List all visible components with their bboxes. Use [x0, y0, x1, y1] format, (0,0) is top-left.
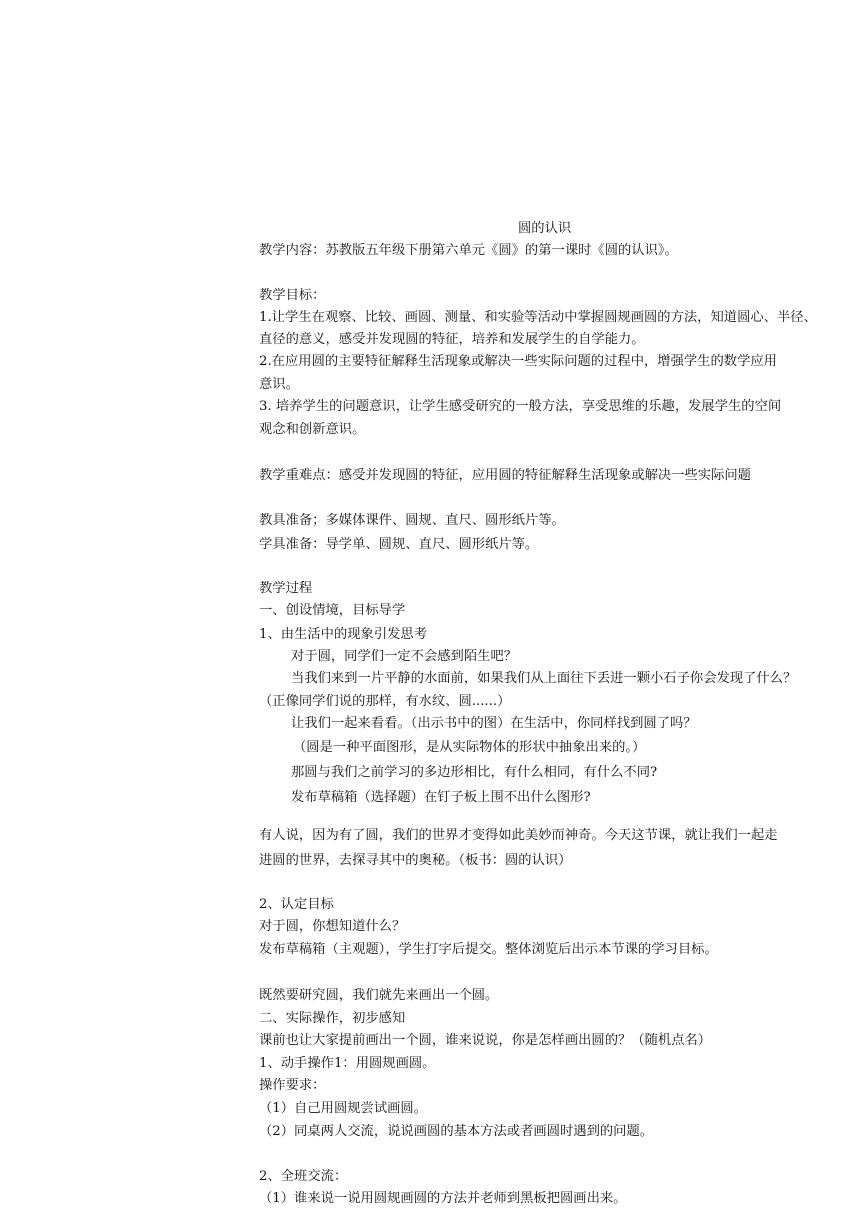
sub-heading: 2、全班交流： — [259, 1169, 348, 1184]
text-line: （1）自己用圆规尝试画圆。 — [259, 1101, 428, 1116]
text-line: 教学内容：苏教版五年级下册第六单元《圆》的第一课时《圆的认识》。 — [259, 243, 678, 258]
text-line: 让我们一起来看看。（出示书中的图）在生活中，你同样找到圆了吗？ — [291, 716, 697, 731]
document-title: 圆的认识 — [518, 221, 572, 236]
text-line: 既然要研究圆，我们就先来画出一个圆。 — [259, 988, 499, 1003]
text-line: 发布草稿箱（选择题）在钉子板上围不出什么图形? — [291, 790, 591, 805]
text-line: 对于圆，你想知道什么？ — [259, 919, 406, 934]
sub-heading: 1、动手操作1：用圆规画圆。 — [259, 1056, 436, 1071]
text-line: 当我们来到一片平静的水面前，如果我们从上面往下丢进一颗小石子你会发现了什么？ — [291, 671, 797, 686]
text-line: 观念和创新意识。 — [259, 422, 366, 437]
section-heading: 教学目标： — [259, 288, 326, 303]
sub-heading: 1、由生活中的现象引发思考 — [259, 627, 428, 642]
text-line: （1）谁来说一说用圆规画圆的方法并老师到黑板把圆画出来。 — [259, 1191, 627, 1206]
text-line: 直径的意义，感受并发现圆的特征，培养和发展学生的自学能力。 — [259, 332, 645, 347]
sub-heading: 2、认定目标 — [259, 897, 334, 912]
text-line: 2.在应用圆的主要特征解释生活现象或解决一些实际问题的过程中，增强学生的数学应用 — [259, 354, 777, 369]
text-line: 学具准备：导学单、圆规、直尺、圆形纸片等。 — [259, 537, 539, 552]
text-line: 那圆与我们之前学习的多边形相比，有什么相同，有什么不同? — [291, 765, 658, 780]
text-line: 课前也让大家提前画出一个圆，谁来说说，你是怎样画出圆的？（随机点名） — [259, 1033, 712, 1048]
text-line: 有人说，因为有了圆，我们的世界才变得如此美妙而神奇。今天这节课，就让我们一起走 — [259, 828, 778, 843]
text-line: 对于圆，同学们一定不会感到陌生吧？ — [291, 649, 518, 664]
text-line: （2）同桌两人交流，说说画圆的基本方法或者画圆时遇到的问题。 — [259, 1124, 654, 1139]
text-line: 1.让学生在观察、比较、画圆、测量、和实验等活动中掌握圆规画圆的方法，知道圆心、半径、 — [259, 310, 817, 325]
section-heading: 教学过程 — [259, 581, 313, 596]
text-line: 教具准备；多媒体课件、圆规、直尺、圆形纸片等。 — [259, 513, 565, 528]
text-line: 进圆的世界，去探寻其中的奥秘。（板书：圆的认识） — [259, 853, 572, 868]
text-line: 3. 培养学生的问题意识，让学生感受研究的一般方法，享受思维的乐趣，发展学生的空间 — [259, 399, 782, 414]
text-line: （圆是一种平面图形，是从实际物体的形状中抽象出来的。） — [293, 740, 646, 755]
section-heading: 二、实际操作，初步感知 — [259, 1011, 406, 1026]
text-line: 发布草稿箱（主观题），学生打字后提交。整体浏览后出示本节课的学习目标。 — [259, 942, 718, 957]
text-line: 意识。 — [259, 377, 299, 392]
text-line: 教学重难点：感受并发现圆的特征，应用圆的特征解释生活现象或解决一些实际问题 — [259, 468, 751, 483]
text-line: （正像同学们说的那样，有水纹、圆......） — [259, 694, 511, 709]
text-line: 操作要求： — [259, 1078, 326, 1093]
section-heading: 一、创设情境，目标导学 — [259, 603, 406, 618]
